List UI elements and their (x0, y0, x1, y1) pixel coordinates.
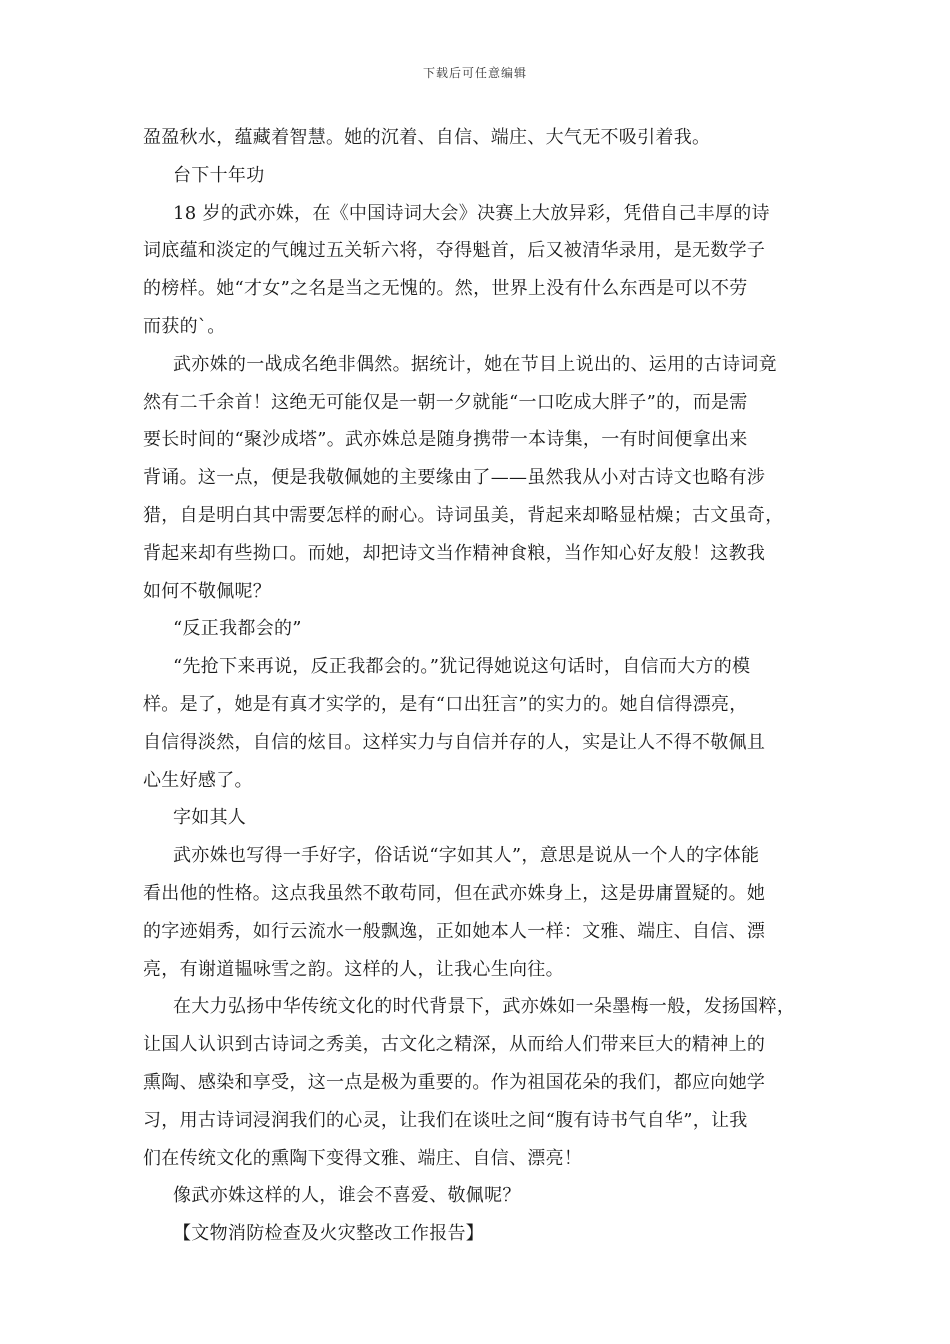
text-line: 心生好感了。 (143, 769, 253, 791)
document-body (143, 119, 809, 1253)
text-line: “先抢下来再说，反正我都会的。”犹记得她说这句话时，自信而大方的模 (173, 656, 751, 678)
text-line: 武亦姝的一战成名绝非偶然。据统计，她在节目上说出的、运用的古诗词竟 (173, 353, 777, 375)
text-line: 习，用古诗词浸润我们的心灵，让我们在谈吐之间“腹有诗书气自华”，让我 (143, 1109, 748, 1131)
text-line: 背起来却有些拗口。而她，却把诗文当作精神食粮，当作知心好友般！这教我 (143, 542, 766, 564)
text-line: 台下十年功 (173, 164, 265, 186)
text-line: 熏陶、感染和享受，这一点是极为重要的。作为祖国花朵的我们，都应向她学 (143, 1071, 766, 1093)
text-line: 盈盈秋水，蕴藏着智慧。她的沉着、自信、端庄、大气无不吸引着我。 (143, 127, 711, 148)
text-line: 然有二千余首！这绝无可能仅是一朝一夕就能“一口吃成大胖子”的，而是需 (143, 391, 748, 413)
text-line: 像武亦姝这样的人，谁会不喜爱、敬佩呢？ (173, 1185, 521, 1207)
text-line: 让国人认识到古诗词之秀美，古文化之精深，从而给人们带来巨大的精神上的 (143, 1034, 766, 1056)
text-line: 自信得淡然，自信的炫目。这样实力与自信并存的人，实是让人不得不敬佩且 (143, 731, 766, 753)
text-line: 【文物消防检查及火灾整改工作报告】 (173, 1223, 485, 1245)
text-line: 的榜样。她“才女”之名是当之无愧的。然，世界上没有什么东西是可以不劳 (143, 278, 748, 300)
text-line: 如何不敬佩呢？ (143, 580, 272, 602)
text-line: 样。是了，她是有真才实学的，是有“口出狂言”的实力的。她自信得漂亮， (143, 693, 748, 715)
text-line: 要长时间的“聚沙成塔”。武亦姝总是随身携带一本诗集，一有时间便拿出来 (143, 429, 748, 451)
text-line: 的字迹娟秀，如行云流水一般飘逸，正如她本人一样：文雅、端庄、自信、漂 (143, 920, 766, 942)
text-line: 在大力弘扬中华传统文化的时代背景下，武亦姝如一朵墨梅一般，发扬国粹， (173, 996, 796, 1018)
text-line: “反正我都会的” (173, 618, 302, 640)
text-line: 词底蕴和淡定的气魄过五关斩六将，夺得魁首，后又被清华录用，是无数学子 (143, 240, 766, 262)
text-line: 背诵。这一点，便是我敬佩她的主要缘由了——虽然我从小对古诗文也略有涉 (143, 467, 766, 489)
text-line: 18 岁的武亦姝，在《中国诗词大会》决赛上大放异彩，凭借自己丰厚的诗 (173, 202, 770, 224)
page-header: 下载后可任意编辑 (422, 66, 527, 80)
text-line: 猎，自是明白其中需要怎样的耐心。诗词虽美，背起来却略显枯燥；古文虽奇， (143, 504, 784, 526)
text-line: 武亦姝也写得一手好字，俗话说“字如其人”，意思是说从一个人的字体能 (173, 845, 760, 867)
text-line: 看出他的性格。这点我虽然不敢苟同，但在武亦姝身上，这是毋庸置疑的。她 (143, 882, 766, 904)
text-line: 而获的`。 (143, 315, 226, 337)
text-line: 字如其人 (173, 807, 247, 829)
text-line: 亮，有谢道韫咏雪之韵。这样的人，让我心生向往。 (143, 958, 564, 980)
text-line: 们在传统文化的熏陶下变得文雅、端庄、自信、漂亮！ (143, 1147, 583, 1169)
